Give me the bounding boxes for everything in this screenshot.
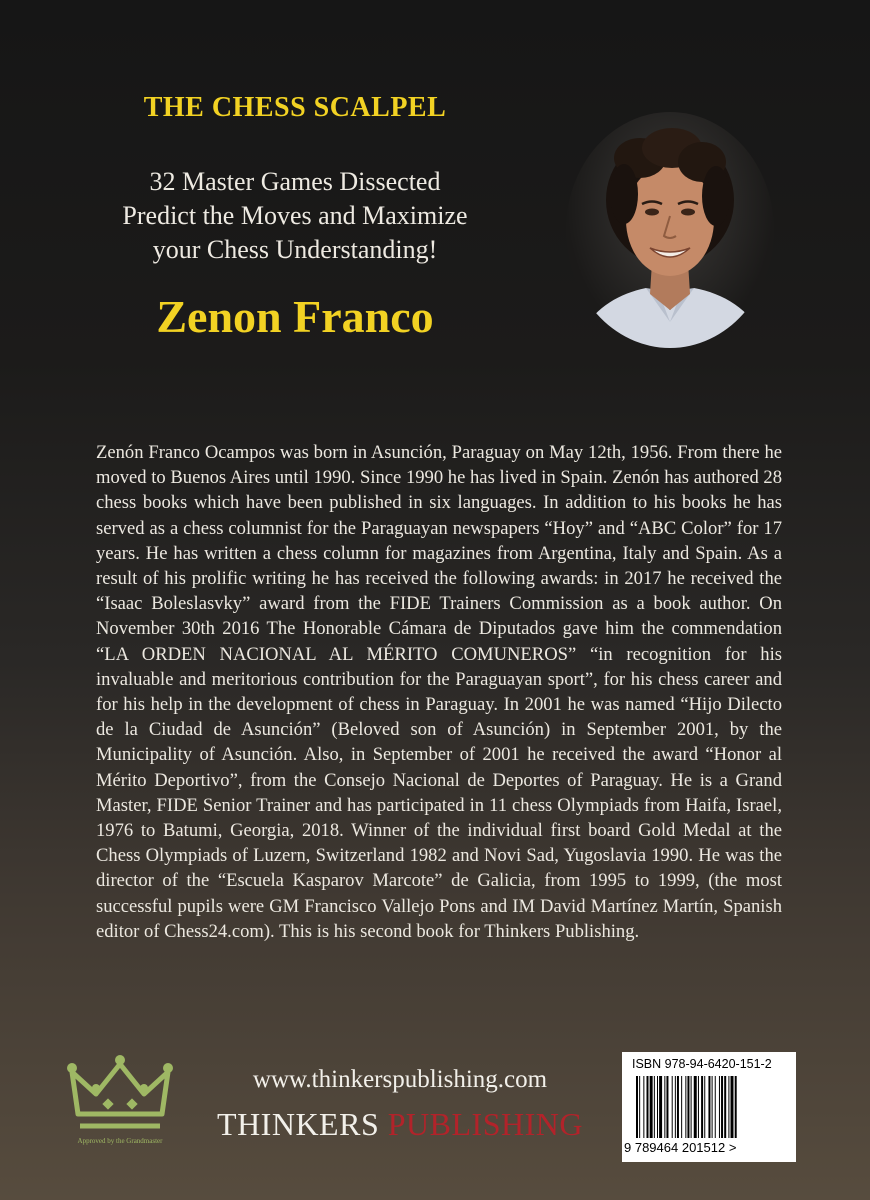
barcode xyxy=(636,1076,782,1138)
publisher-name-part2: PUBLISHING xyxy=(387,1106,583,1142)
barcode-panel xyxy=(622,1052,796,1162)
author-name: Zenon Franco xyxy=(156,291,434,342)
crown-caption: Approved by the Grandmaster xyxy=(77,1137,163,1145)
author-portrait xyxy=(566,112,774,348)
author-biography: Zenón Franco Ocampos was born in Asunción, Paraguay on May 12th, 1956. From there he moved to Buenos Aires until 1990. Since 1990 he has lived in Spain. Zenón has authored 28 chess books which have been published in six languages. In addition to his books he has served as a chess columnist for the Paraguayan newspapers “Hoy” and “ABC Color” for 17 years. He has written a chess column for magazines from Argentina, Italy and Spain. As a result of his prolific writing he has received the following awards: in 2017 he received the “Isaac Boleslasvky” award from the FIDE Trainers Commission as a book author. On November 30th 2016 The Honorable Cámara de Diputados gave him the commendation “LA ORDEN NACIONAL AL MÉRITO COMUNEROS” “in recognition for his invaluable and meritorious contribution for the Paraguayan sport”, for his chess career and for his help in the development of chess in Paraguay. In 2001 he was named “Hijo Dilecto de la Ciudad de Asunción” (Beloved son of Asunción) in September 2001, by the Municipality of Asunción. Also, in September of 2001 he received the award “Honor al Mérito Deportivo”, from the Consejo Nacional de Deportes of Paraguay. He is a Grand Master, FIDE Senior Trainer and has participated in 11 chess Olympiads from Haifa, Israel, 1976 to Batumi, Georgia, 2018. Winner of the individual first board Gold Medal at the Chess Olympiads of Luzern, Switzerland 1982 and Novi Sad, Yugoslavia 1990. He was the director of the “Escuela Kasparov Marcote” de Galicia, from 1995 to 1999, (the most successful pupils were GM Francisco Vallejo Pons and IM David Martínez Martín, Spanish editor of Chess24.com). This is his second book for Thinkers Publishing. xyxy=(96,442,782,942)
book-subtitle xyxy=(0,165,590,267)
book-title: THE CHESS SCALPEL xyxy=(143,92,447,123)
publisher-name-part1: THINKERS xyxy=(217,1106,380,1142)
subtitle-line: 32 Master Games Dissected xyxy=(149,167,441,196)
subtitle-line: Predict the Moves and Maximize xyxy=(122,201,468,230)
subtitle-line: your Chess Understanding! xyxy=(152,235,438,264)
barcode-digits: 9 789464 201512 > xyxy=(624,1140,737,1155)
crown-logo-icon xyxy=(66,1054,174,1134)
publisher-name xyxy=(200,1106,600,1143)
publisher-website: www.thinkerspublishing.com xyxy=(252,1066,548,1093)
portrait-image xyxy=(566,112,774,348)
isbn-label: ISBN 978-94-6420-151-2 xyxy=(632,1057,772,1071)
